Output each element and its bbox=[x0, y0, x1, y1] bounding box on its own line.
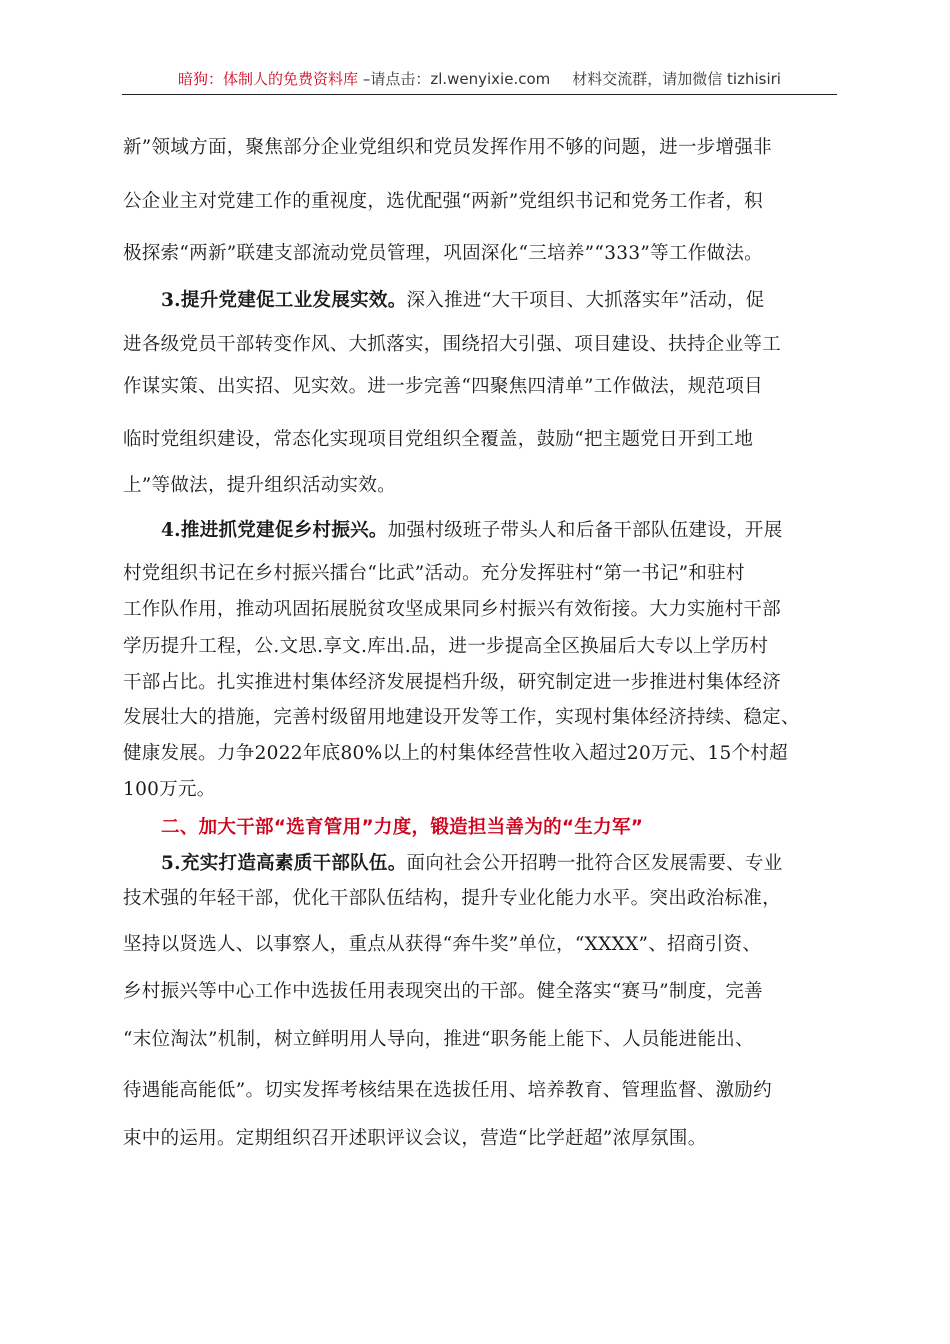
body-line-11: 工作队作用，推动巩固拓展脱贫攻坚成果同乡村振兴有效衔接。大力实施村干部 bbox=[123, 599, 782, 620]
paragraph-3-start: 3.提升党建促工业发展实效。深入推进“大干项目、大抓落实年”活动，促 bbox=[161, 290, 765, 311]
section-heading-2: 二、加大干部“选育管用”力度，锻造担当善为的“生力军” bbox=[161, 817, 644, 838]
body-line-6: 作谋实策、出实招、见实效。进一步完善“四聚焦四清单”工作做法，规范项目 bbox=[123, 376, 763, 397]
item-5-heading: 5.充实打造高素质干部队伍。 bbox=[161, 853, 407, 874]
body-line-14: 发展壮大的措施，完善村级留用地建设开发等工作，实现村集体经济持续、稳定、 bbox=[123, 707, 800, 728]
body-line-3: 极探索“两新”联建支部流动党员管理，巩固深化“三培养”“333”等工作做法。 bbox=[123, 243, 763, 264]
paragraph-5-start: 5.充实打造高素质干部队伍。面向社会公开招聘一批符合区发展需要、专业 bbox=[161, 853, 783, 874]
body-line-23: 待遇能高能低”。切实发挥考核结果在选拔任用、培养教育、管理监督、激励约 bbox=[123, 1080, 772, 1101]
body-line-20: 坚持以贤选人、以事察人，重点从获得“奔牛奖”单位，“XXXX”、招商引资、 bbox=[123, 934, 762, 955]
body-line-5: 进各级党员干部转变作风、大抓落实，围绕招大引强、项目建设、扶持企业等工 bbox=[123, 334, 782, 355]
body-line-2: 公企业主对党建工作的重视度，选优配强“两新”党组织书记和党务工作者，积 bbox=[123, 191, 763, 212]
header-site-name: 暗狗：体制人的免费资料库 bbox=[178, 70, 359, 88]
body-line-7: 临时党组织建设，常态化实现项目党组织全覆盖，鼓励“把主题党日开到工地 bbox=[123, 429, 754, 450]
body-line-21: 乡村振兴等中心工作中选拔任用表现突出的干部。健全落实“赛马”制度，完善 bbox=[123, 981, 763, 1002]
body-line-10: 村党组织书记在乡村振兴擂台“比武”活动。充分发挥驻村“第一书记”和驻村 bbox=[123, 563, 745, 584]
body-line-12: 学历提升工程，公.文思.享文.库出.品，进一步提高全区换届后大专以上学历村 bbox=[123, 636, 769, 657]
header-link-prefix: –请点击： bbox=[358, 70, 431, 88]
item-4-heading: 4.推进抓党建促乡村振兴。 bbox=[161, 520, 388, 541]
paragraph-4-start: 4.推进抓党建促乡村振兴。加强村级班子带头人和后备干部队伍建设，开展 bbox=[161, 520, 783, 541]
body-line-22: “末位淘汰”机制，树立鲜明用人导向，推进“职务能上能下、人员能进能出、 bbox=[123, 1029, 754, 1050]
header-link-url[interactable]: zl.wenyixie.com bbox=[430, 70, 551, 88]
body-line-24: 束中的运用。定期组织召开述职评议会议，营造“比学赶超”浓厚氛围。 bbox=[123, 1128, 707, 1149]
body-line-16: 100万元。 bbox=[123, 779, 216, 800]
item-3-heading: 3.提升党建促工业发展实效。 bbox=[161, 290, 407, 311]
body-line-1: 新”领域方面，聚焦部分企业党组织和党员发挥作用不够的问题，进一步增强非 bbox=[123, 137, 772, 158]
page-header bbox=[122, 66, 837, 95]
body-line-19: 技术强的年轻干部，优化干部队伍结构，提升专业化能力水平。突出政治标准， bbox=[123, 888, 782, 909]
body-line-13: 干部占比。扎实推进村集体经济发展提档升级，研究制定进一步推进村集体经济 bbox=[123, 672, 782, 693]
header-contact: 材料交流群，请加微信 tizhisiri bbox=[572, 70, 781, 88]
body-line-8: 上”等做法，提升组织活动实效。 bbox=[123, 475, 396, 496]
body-line-15: 健康发展。力争2022年底80%以上的村集体经营性收入超过20万元、15个村超 bbox=[123, 743, 788, 764]
